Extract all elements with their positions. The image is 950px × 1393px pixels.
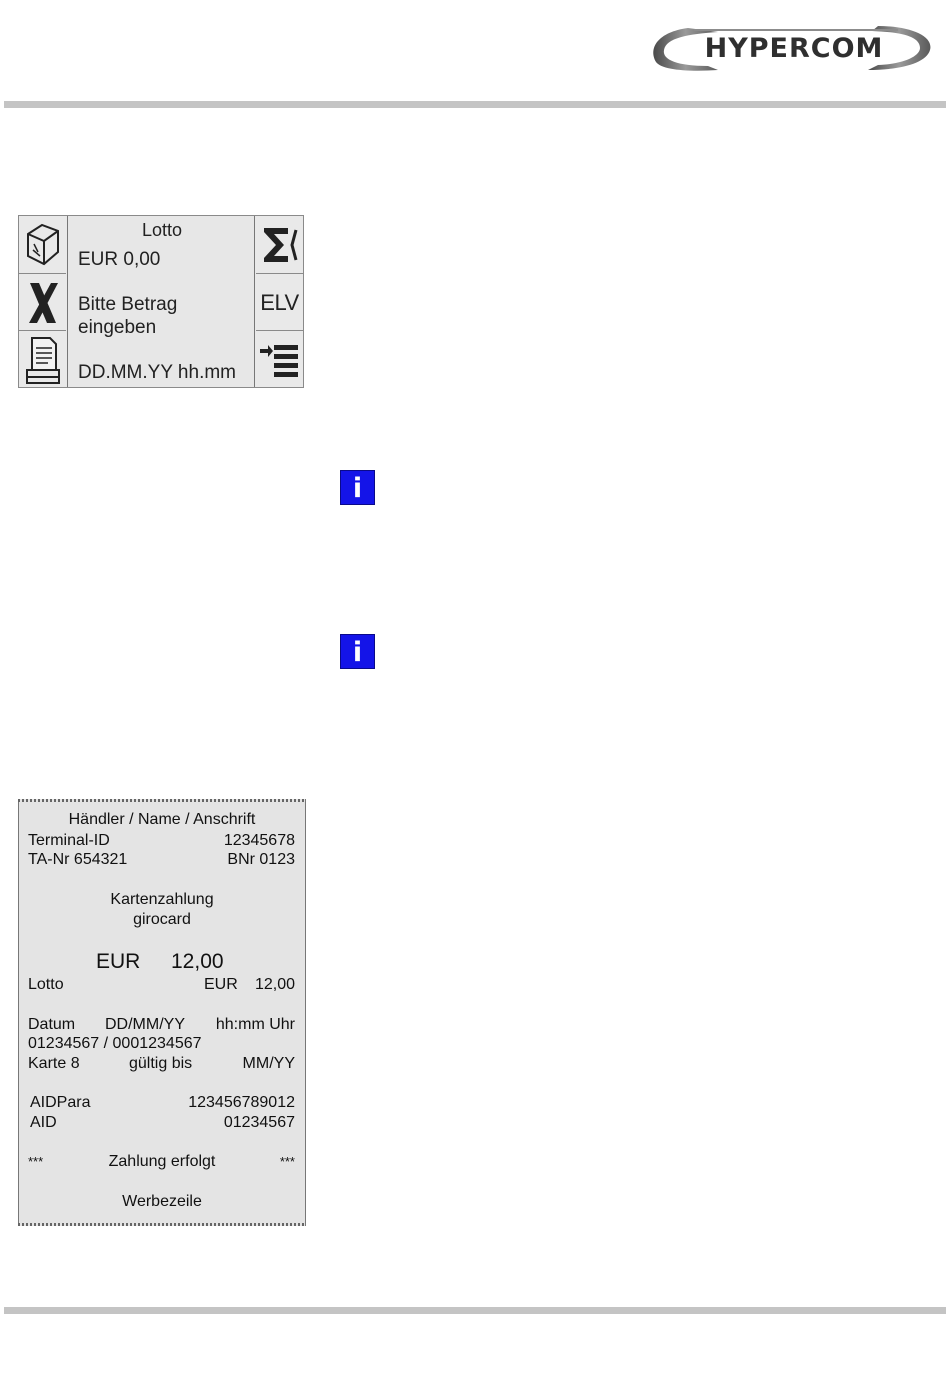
receipt-terminal-id-value: 12345678 xyxy=(223,832,295,849)
receipt-advert-line: Werbezeile xyxy=(122,1193,202,1210)
terminal-prompt-line2: eingeben xyxy=(78,317,157,338)
footer-divider xyxy=(4,1307,946,1314)
total-softkey[interactable] xyxy=(256,216,303,273)
receipt-stars-right: *** xyxy=(279,1154,295,1169)
sigma-total-icon xyxy=(258,220,302,270)
right-softkey-column xyxy=(254,216,303,387)
svg-text:HYPERCOM: HYPERCOM xyxy=(704,33,884,64)
terminal-title: Lotto xyxy=(141,220,183,240)
receipt-aidpara-label: AIDPara xyxy=(30,1094,91,1111)
receipt-account-numbers: 01234567 / 0001234567 xyxy=(28,1035,202,1052)
terminal-display xyxy=(18,215,304,388)
cancel-x-icon xyxy=(25,280,61,326)
insert-softkey[interactable] xyxy=(256,330,303,388)
receipt-terminal-id-label: Terminal-ID xyxy=(28,832,110,849)
receipt-bnr: BNr 0123 xyxy=(227,851,295,868)
receipt-preview xyxy=(18,799,306,1226)
header-divider xyxy=(4,101,946,108)
receipt-date-value: DD/MM/YY xyxy=(105,1016,185,1033)
menu-box-icon xyxy=(24,220,62,270)
receipt-merchant: Händler / Name / Anschrift xyxy=(68,811,256,828)
receipt-time-value: hh:mm Uhr xyxy=(215,1016,295,1033)
receipt-status: Zahlung erfolgt xyxy=(108,1153,216,1170)
receipt-stars-left: *** xyxy=(28,1154,44,1169)
receipt-total-value: 12,00 xyxy=(171,950,224,973)
hypercom-logo xyxy=(648,22,936,74)
receipt-payment-type: Kartenzahlung xyxy=(110,891,214,908)
receipt-date-label: Datum xyxy=(28,1016,76,1033)
insert-list-icon xyxy=(258,337,302,383)
receipt-item-currency: EUR xyxy=(204,976,238,993)
left-softkey-column xyxy=(19,216,68,387)
terminal-amount: EUR 0,00 xyxy=(78,249,161,270)
elv-label: ELV xyxy=(260,289,299,315)
receipt-card-label: Karte 8 xyxy=(28,1055,80,1072)
terminal-datetime: DD.MM.YY hh.mm xyxy=(78,362,237,383)
cancel-softkey[interactable] xyxy=(19,273,66,331)
receipt-valid-value: MM/YY xyxy=(242,1055,295,1072)
receipt-total-currency: EUR xyxy=(96,950,141,973)
receipt-aid-label: AID xyxy=(30,1114,57,1131)
print-softkey[interactable] xyxy=(19,330,66,388)
menu-softkey[interactable] xyxy=(19,216,66,273)
receipt-item-value: 12,00 xyxy=(254,976,295,993)
receipt-aidpara-value: 123456789012 xyxy=(188,1094,295,1111)
elv-softkey[interactable] xyxy=(256,273,303,331)
terminal-prompt-line1: Bitte Betrag xyxy=(78,294,178,315)
receipt-valid-label: gültig bis xyxy=(129,1055,193,1072)
info-icon: i xyxy=(340,634,375,669)
receipt-item-label: Lotto xyxy=(28,976,64,993)
receipt-card-type: girocard xyxy=(133,911,191,928)
receipt-print-icon xyxy=(24,334,62,386)
receipt-aid-value: 01234567 xyxy=(223,1114,295,1131)
receipt-ta-nr: TA-Nr 654321 xyxy=(28,851,128,868)
info-icon: i xyxy=(340,470,375,505)
hypercom-logo-graphic xyxy=(648,22,936,74)
